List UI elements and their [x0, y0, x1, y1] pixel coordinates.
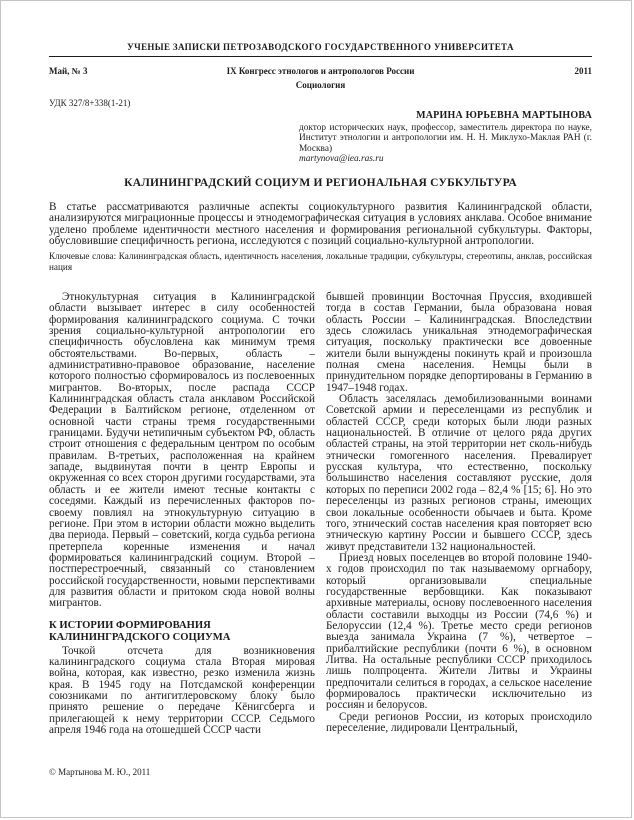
body-paragraph: Этнокультурная ситуация в Калининградской области вызывает интерес в силу особенностей формирования калининградского социума. С точки зрения социально-культурной антропологии его специфичность обусловлена как минимум тремя обстоятельствами. Во-первых, область – административно-правовое образование, население которого полностью сформировалось из послевоенных мигрантов. Во-вторых, после распада СССР Калининградская область стала анклавом Российской Федерации в Балтийском регионе, отделенном от основной части страны тремя государственными границами. Будучи нетипичным субъектом РФ, область строит отношения с федеральным центром по особым правилам. В-третьих, расположенная на крайнем западе, выдвинутая почти в центр Европы и окруженная со всех сторон другими государствами, эта область и ее жители имеют тесные контакты с соседями. Каждый из перечисленных факторов по-своему повлиял на этнокультурную ситуацию в регионе. При этом в истории области можно выделить два периода. Первый – советский, когда судьба региона претерпела коренные изменения и начал формироваться калининградский социум. Второй – постперестроечный, связанный со становлением российской государственности, новыми перспективами для развития области и притоком сюда новой волны мигрантов. [49, 290, 315, 610]
copyright-note: © Мартынова М. Ю., 2011 [49, 767, 151, 777]
body-paragraph: Приезд новых поселенцев во второй половине 1940-х годов происходил по так называемому оргнабору, который организовывали специальные государственные вербовщики. Как показывают архивные материалы, основу послевоенного населения области составили выходцы из России (74,6 %) и Белоруссии (12,4 %). Третье место среди регионов выезда занимала Украина (7 %), четвертое – прибалтийские республики (почти 6 %), в основном Литва. На остальные республики СССР приходилось лишь полпроцента. Жители Литвы и Украины предпочитали селиться в городах, а сельское население формировалось практически исключительно из россиян и белорусов. [326, 551, 592, 712]
body-paragraph: Среди регионов России, из которых происходило переселение, лидировали Центральный, [326, 710, 592, 735]
body-paragraph: Область заселялась демобилизованными воинами Советской армии и переселенцами из республик и областей СССР, среди которых были люди разных национальностей. В отличие от целого ряда других областей страны, на этой территории нет сколь-нибудь этнически гомогенного населения. Превалирует русская культура, что естественно, поскольку большинство населения составляют русские, доля которых по переписи 2002 года – 82,4 % [15; 6]. Но это переселенцы из разных регионов страны, имеющих свои локальные особенности обычаев и быта. Кроме того, этнический состав населения края повторяет всю этническую картину России и бывшего СССР, здесь живут представители 132 национальностей. [326, 393, 592, 553]
body-paragraph: бывшей провинции Восточная Пруссия, входившей тогда в состав Германии, была образована новая область России – Калининградская. Впоследствии здесь сложилась уникальная этнодемографическая ситуация, поскольку практически все довоенные жители были вынуждены покинуть край и произошла полная смена населения. Немцы были в принудительном порядке депортированы в Германию в 1947–1948 годах. [326, 290, 592, 394]
author-affiliation: доктор исторических наук, профессор, заместитель директора по науке, Институт этнологии и антропологии им. Н. Н. Миклухо-Маклая РАН (г. Москва) [299, 122, 592, 154]
section-heading [49, 620, 315, 644]
right-column [326, 292, 592, 736]
keywords-text: Ключевые слова: Калининградская область, идентичность населения, локальные традиции, субкультуры, стереотипы, анклав, российская нация [49, 251, 592, 272]
article-title: КАЛИНИНГРАДСКИЙ СОЦИУМ И РЕГИОНАЛЬНАЯ СУБКУЛЬТУРА [124, 176, 517, 189]
year-label: 2011 [574, 66, 592, 76]
congress-title: IX Конгресс этнологов и антропологов России [226, 66, 415, 76]
section-heading-line: КАЛИНИНГРАДСКОГО СОЦИУМА [49, 631, 231, 643]
author-email: martynova@iea.ras.ru [299, 154, 384, 165]
header-divider [49, 56, 592, 57]
author-block [299, 111, 592, 165]
section-heading-line: К ИСТОРИИ ФОРМИРОВАНИЯ [49, 619, 211, 631]
body-paragraph: Точкой отсчета для возникновения калининградского социума стала Вторая мировая война, которая, как известно, резко изменила жизнь края. В 1945 году на Потсдамской конференции союзниками по антигитлеровскому блоку было принято решение о передаче Кёнигсберга и прилегающей к нему территории СССР. Седьмого апреля 1946 года на отошедшей СССР части [49, 644, 315, 736]
journal-header: УЧЕНЫЕ ЗАПИСКИ ПЕТРОЗАВОДСКОГО ГОСУДАРСТВЕННОГО УНИВЕРСИТЕТА [127, 42, 514, 52]
author-name: МАРИНА ЮРЬЕВНА МАРТЫНОВА [416, 110, 592, 121]
issue-header-row [49, 66, 592, 76]
abstract-text: В статье рассматриваются различные аспекты социокультурного развития Калининградской области, анализируются миграционные процессы и этнодемографическая ситуация в условиях анклава. Особое внимание уделено проблеме идентичности местного населения и формирования региональной субкультуры. Факторы, обусловившие специфичность региона, исследуются с позиций социально-культурной антропологии. [49, 200, 592, 247]
udk-code: УДК 327/8+338(1-21) [49, 98, 131, 108]
section-label: Социология [295, 80, 346, 90]
left-column [49, 292, 315, 736]
page-content [49, 1, 592, 736]
body-columns [49, 292, 592, 736]
issue-label: Май, № 3 [49, 66, 88, 76]
